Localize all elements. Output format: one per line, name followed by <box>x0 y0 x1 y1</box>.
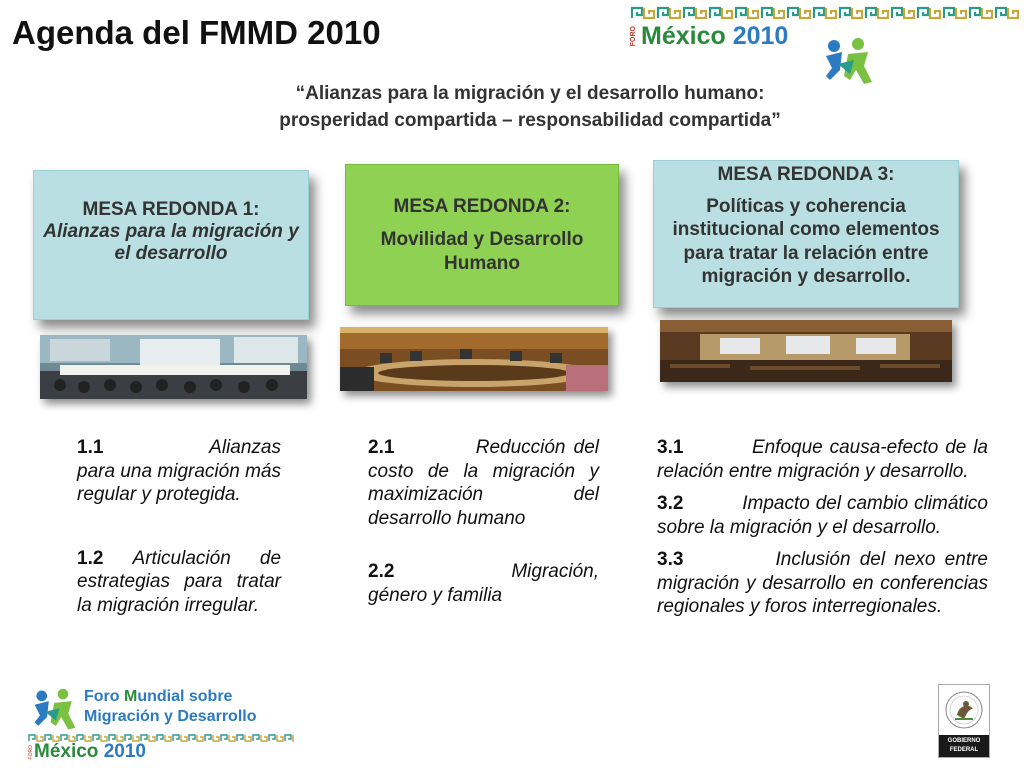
mexico-2010-wordmark: México 2010 <box>34 741 146 762</box>
foro-mundial-wordmark <box>84 687 257 727</box>
gobierno-federal-label: GOBIERNO FEDERAL <box>939 735 989 757</box>
mexico-2010-wordmark: México 2010 <box>641 22 789 50</box>
mexican-eagle-shield-icon <box>939 685 989 735</box>
conference-photo-1-image <box>40 335 307 399</box>
topic-2-2: 2.2 Migración, género y familia <box>368 561 599 606</box>
subtitle-line-1: “Alianzas para la migración y el desarrollo humano: <box>295 83 765 104</box>
foro-mundial-line-2: Migración y Desarrollo <box>84 708 257 725</box>
mesa-redonda-2-box <box>345 164 619 306</box>
slide-subtitle <box>200 80 860 134</box>
mesa-2-description: Movilidad y Desarrollo Humano <box>380 229 584 274</box>
slide-title: Agenda del FMMD 2010 <box>12 14 381 51</box>
subtitle-line-2: prosperidad compartida – responsabilidad compartida” <box>279 110 781 131</box>
topic-3-3: 3.3 Inclusión del nexo entre migración y desarrollo en conferencias regionales y foros interregionales. <box>657 549 988 617</box>
conference-photo-1 <box>40 335 307 399</box>
mesa-1-topics <box>77 436 281 625</box>
people-emblem-icon <box>28 687 82 733</box>
conference-photo-3-image <box>660 320 952 382</box>
topic-1-2: 1.2 Articulación de estrategias para tratar la migración irregular. <box>77 547 282 616</box>
mesa-redonda-3-box <box>653 160 959 308</box>
topic-1-1: 1.1 Alianzas para una migración más regular y protegida. <box>77 437 281 505</box>
topic-3-2: 3.2 Impacto del cambio climático sobre la migración y el desarrollo. <box>657 493 988 538</box>
topic-3-1: 3.1 Enfoque causa-efecto de la relación entre migración y desarrollo. <box>657 437 988 482</box>
mesa-3-description: Políticas y coherencia institucional como elementos para tratar la relación entre migración y desarrollo. <box>672 195 940 287</box>
foro-vertical-label: FORO <box>630 26 637 47</box>
foro-mundial-logo <box>28 685 294 765</box>
mesa-2-label: MESA REDONDA 2: <box>393 196 571 217</box>
conference-photo-3 <box>660 320 952 382</box>
greek-pattern-band <box>630 4 1020 22</box>
mesa-redonda-1-box <box>33 170 309 320</box>
conference-photo-2 <box>340 327 608 391</box>
conference-photo-2-image <box>340 327 608 391</box>
mesa-3-topics <box>657 436 988 628</box>
topic-2-1: 2.1 Reducción del costo de la migración y maximización del desarrollo humano <box>368 437 599 529</box>
mesa-1-description: Alianzas para la migración y el desarrollo <box>43 221 299 264</box>
mesa-1-label: MESA REDONDA 1: <box>82 199 260 220</box>
mesa-3-label: MESA REDONDA 3: <box>717 164 895 185</box>
foro-mundial-line-1: Foro Mundial sobre <box>84 688 233 705</box>
foro-vertical-label: FORO <box>28 745 34 760</box>
mesa-2-topics <box>368 436 599 615</box>
gobierno-federal-logo <box>938 684 990 758</box>
